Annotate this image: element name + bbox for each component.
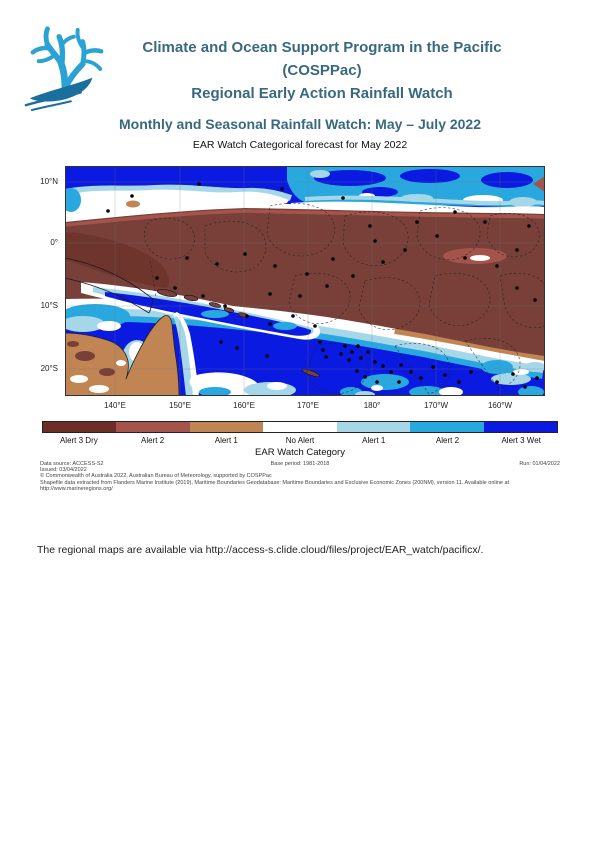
x-axis-tick: 180°	[363, 401, 381, 410]
y-axis-tick: 10°S	[40, 301, 58, 310]
legend-label: Alert 3 Wet	[501, 436, 541, 445]
legend-colorbar	[42, 421, 558, 433]
footnote-copyright: © Commonwealth of Australia 2022, Australian Bureau of Meteorology, supported by COSPPac	[40, 473, 272, 480]
legend-labels	[42, 436, 558, 445]
legend-label: No Alert	[285, 436, 315, 445]
legend-swatch	[410, 422, 483, 432]
legend-swatch	[43, 422, 116, 432]
legend-swatch	[116, 422, 189, 432]
x-axis-tick: 170°E	[297, 401, 319, 410]
y-axis-tick: 20°S	[40, 364, 58, 373]
legend-swatch	[337, 422, 410, 432]
legend-label: Alert 1	[214, 436, 238, 445]
y-axis-tick: 10°N	[40, 177, 58, 186]
y-axis-tick: 0°	[50, 238, 58, 247]
footnote-run: Run: 01/04/2022	[519, 461, 560, 467]
report-subtitle: Monthly and Seasonal Rainfall Watch: May – July 2022	[118, 116, 482, 132]
footnote-issued: Issued: 03/04/2022	[40, 467, 87, 474]
legend-title: EAR Watch Category	[255, 447, 345, 458]
figure-footnotes	[40, 461, 560, 492]
availability-text: The regional maps are available via http://access-s.clide.cloud/files/project/EAR_watch/pacificx/.	[37, 544, 484, 556]
title-line-2: (COSPPac)	[282, 62, 362, 79]
x-axis-tick: 160°W	[487, 401, 513, 410]
footnote-shapefile-url: http://www.marineregions.org/	[40, 485, 113, 492]
x-axis-tick: 150°E	[169, 401, 191, 410]
footnote-shapefile: Shapefile data extracted from Flanders Marine Institute (2019), Maritime Boundaries Geodatabase: Maritime Boundaries and Exclusive Economic Zones (200NM), version 11. Available online at	[40, 479, 510, 486]
x-axis-tick: 160°E	[233, 401, 255, 410]
footnote-data-source: Data source: ACCESS-S2	[40, 461, 104, 467]
map-image	[65, 166, 545, 396]
legend-label: Alert 1	[362, 436, 386, 445]
legend-label: Alert 2	[141, 436, 165, 445]
footnote-base-period: Base period: 1981-2018	[270, 461, 330, 467]
cosppac-coral-logo-icon	[22, 24, 110, 112]
legend-swatch	[190, 422, 263, 432]
x-axis-tick: 170°W	[423, 401, 449, 410]
legend-label: Alert 2	[435, 436, 460, 445]
x-axis-tick: 140°E	[104, 401, 126, 410]
rainfall-forecast-map	[65, 166, 545, 396]
title-line-3: Regional Early Action Rainfall Watch	[191, 85, 453, 102]
map-figure-title: EAR Watch Categorical forecast for May 2022	[192, 139, 408, 151]
program-title	[108, 36, 536, 105]
legend-swatch	[263, 422, 336, 432]
title-line-1: Climate and Ocean Support Program in the Pacific	[142, 39, 502, 56]
legend-label: Alert 3 Dry	[59, 436, 98, 445]
legend-swatch	[484, 422, 557, 432]
